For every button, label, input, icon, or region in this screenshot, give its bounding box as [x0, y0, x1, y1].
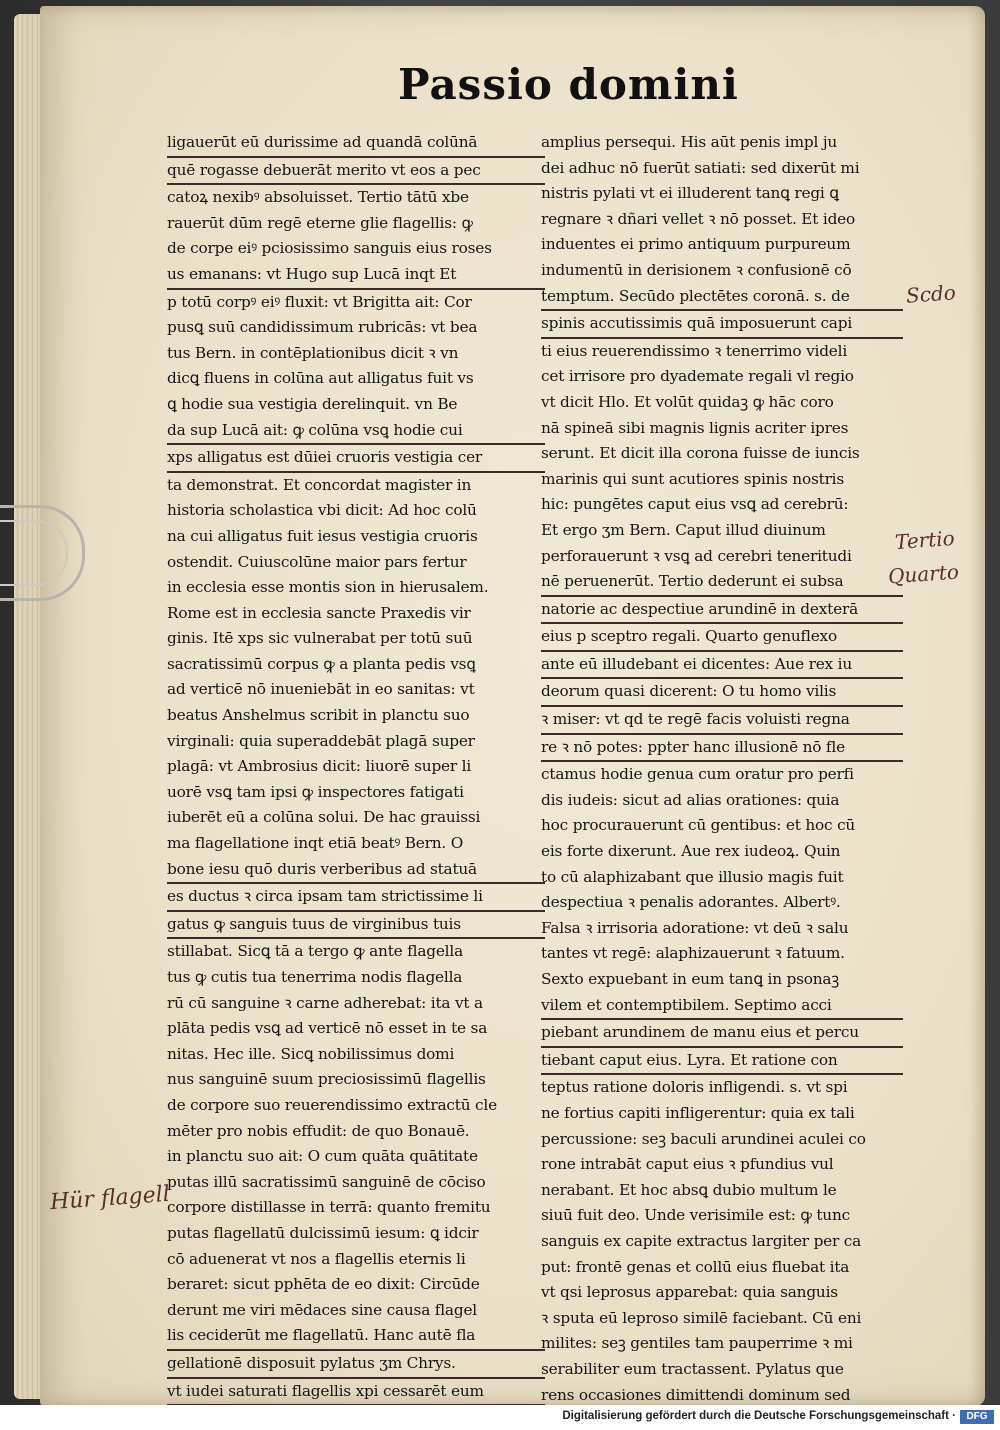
margin-note-left: Hür flagell — [49, 1181, 171, 1216]
text-line: ctamus hodie genua cum oratur pro perfi — [541, 765, 854, 784]
margin-note-tertio: Tertio — [894, 525, 956, 555]
text-line: xps alligatus est dūiei cruoris vestigia cer — [167, 445, 545, 473]
text-line: sanguis ex capite extractus largiter per ca — [541, 1231, 862, 1250]
text-line: nerabant. Et hoc absꝗ dubio multum le — [541, 1180, 837, 1199]
text-line: nā spineā sibi magnis lignis acriter ipres — [541, 418, 849, 437]
text-line: ti eius reuerendissimo ꝛ tenerrimo videli — [541, 341, 848, 360]
text-line: catoꝝ nexibꝰ absoluisset. Tertio tātū xbe — [167, 188, 469, 207]
text-line: to cū alaphizabant que illusio magis fuit — [541, 867, 844, 886]
text-line: gellationē disposuit pylatus ʒm Chrys. — [167, 1351, 545, 1379]
text-line: plāta pedis vsꝗ ad verticē nō esset in te sa — [167, 1019, 488, 1038]
text-line: nitas. Hec ille. Sicꝗ nobilissimus domi — [167, 1044, 455, 1063]
text-line: ꝛ sputa eū leproso similē faciebant. Cū eni — [541, 1308, 862, 1327]
text-line: ꝛ miser: vt qd te regē facis voluisti regna — [541, 707, 903, 735]
text-line: derunt me viri mēdaces sine causa flagel — [167, 1300, 477, 1319]
text-line: vt dicit Hlo. Et volūt quidaꝫ ꝙ hāc coro — [541, 392, 834, 411]
text-line: cet irrisore pro dyademate regali vl regio — [541, 367, 854, 386]
text-line: rone intrabāt caput eius ꝛ pfundius vul — [541, 1155, 834, 1174]
text-line: marinis qui sunt acutiores spinis nostris — [541, 469, 845, 488]
text-line: ꝗ hodie sua vestigia derelinquit. vn Be — [167, 394, 458, 413]
text-line: serunt. Et dicit illa corona fuisse de iuncis — [541, 444, 860, 463]
text-line: gatus ꝙ sanguis tuus de virginibus tuis — [167, 912, 545, 940]
text-line: induentes ei primo antiquum purpureum — [541, 235, 851, 254]
text-line: sacratissimū corpus ꝙ a planta pedis vsꝗ — [167, 654, 476, 673]
text-line: tantes vt regē: alaphizauerunt ꝛ fatuum. — [541, 944, 845, 963]
text-line: tus Bern. in contēplationibus dicit ꝛ vn — [167, 343, 459, 362]
text-line: ostendit. Cuiuscolūne maior pars fertur — [167, 552, 467, 571]
text-line: eis forte dixerunt. Aue rex iudeoꝝ. Quin — [541, 842, 841, 861]
text-line: despectiua ꝛ penalis adorantes. Albertꝰ. — [541, 893, 841, 912]
text-line: cō aduenerat vt nos a flagellis eternis li — [167, 1249, 466, 1268]
text-line: spinis accutissimis quā imposuerunt capi — [541, 311, 903, 339]
text-line: uorē vsꝗ tam ipsi ꝙ inspectores fatigati — [167, 782, 464, 801]
text-line: rens occasiones dimittendi dominum sed — [541, 1385, 851, 1404]
text-line: mēter pro nobis effudit: de quo Bonauē. — [167, 1121, 470, 1140]
text-line: perforauerunt ꝛ vsꝗ ad cerebri teneritudi — [541, 546, 852, 565]
text-line: dei adhuc nō fuerūt satiati: sed dixerūt mi — [541, 158, 860, 177]
text-line: hic: pungētes caput eius vsꝗ ad cerebrū: — [541, 495, 849, 514]
text-line: percussione: seꝫ baculi arundinei aculei co — [541, 1129, 866, 1148]
left-text-column — [167, 130, 545, 1406]
text-line: putas flagellatū dulcissimū iesum: ꝗ idcir — [167, 1223, 479, 1242]
text-line: siuū fuit deo. Unde verisimile est: ꝙ tunc — [541, 1206, 850, 1225]
text-line: Falsa ꝛ irrisoria adoratione: vt deū ꝛ salu — [541, 918, 849, 937]
text-line: plagā: vt Ambrosius dicit: liuorē super li — [167, 757, 472, 776]
text-line: in ecclesia esse montis sion in hierusalem. — [167, 578, 489, 597]
text-line: milites: seꝫ gentiles tam pauperrime ꝛ mi — [541, 1334, 853, 1353]
text-line: virginali: quia superaddebāt plagā super — [167, 731, 475, 750]
text-line: ginis. Itē xps sic vulnerabat per totū suū — [167, 629, 473, 648]
text-line: de corpe eiꝰ pciosissimo sanguis eius roses — [167, 239, 492, 258]
text-line: eius p sceptro regali. Quarto genuflexo — [541, 624, 903, 652]
margin-note-quarto: Quarto — [887, 559, 960, 589]
text-line: quē rogasse debuerāt merito vt eos a pec — [167, 158, 545, 186]
text-line: vilem et contemptibilem. Septimo acci — [541, 993, 903, 1021]
text-line: deorum quasi dicerent: O tu homo vilis — [541, 679, 903, 707]
text-line: beatus Anshelmus scribit in planctu suo — [167, 706, 470, 725]
footer-credit: Digitalisierung gefördert durch die Deutsche Forschungsgemeinschaft · — [562, 1410, 956, 1422]
text-line: teptus ratione doloris infligendi. s. vt spi — [541, 1078, 848, 1097]
text-line: serabiliter eum tractassent. Pylatus que — [541, 1359, 844, 1378]
text-line: pusꝗ suū candidissimum rubricās: vt bea — [167, 318, 478, 337]
text-line: es ductus ꝛ circa ipsam tam strictissime li — [167, 884, 545, 912]
text-line: Rome est in ecclesia sancte Praxedis vir — [167, 603, 471, 622]
text-line: vt iudei saturati flagellis xpi cessarēt eum — [167, 1379, 545, 1407]
text-line: na cui alligatus fuit iesus vestigia cruoris — [167, 526, 478, 545]
text-line: natorie ac despectiue arundinē in dexterā — [541, 597, 903, 625]
text-line: da sup Lucā ait: ꝙ colūna vsꝗ hodie cui — [167, 418, 545, 446]
text-line: ad verticē nō inueniebāt in eo sanitas: vt — [167, 680, 475, 699]
text-line: amplius persequi. His aūt penis impl ju — [541, 133, 838, 151]
text-line: ante eū illudebant ei dicentes: Aue rex iu — [541, 652, 903, 680]
text-line: putas illū sacratissimū sanguinē de cōciso — [167, 1172, 486, 1191]
footer-bar — [0, 1405, 1000, 1430]
text-line: rauerūt dūm regē eterne glie flagellis: ꝙ — [167, 213, 473, 232]
text-line: historia scholastica vbi dicit: Ad hoc colū — [167, 501, 477, 520]
text-line: piebant arundinem de manu eius et percu — [541, 1020, 903, 1048]
text-line: corpore distillasse in terrā: quanto fremitu — [167, 1198, 491, 1217]
text-line: p totū corpꝰ eiꝰ fluxit: vt Brigitta ait: Cor — [167, 292, 472, 311]
margin-note-secundo: Scdo — [905, 280, 957, 308]
text-line: re ꝛ nō potes: ppter hanc illusionē nō fle — [541, 735, 903, 763]
text-line: regnare ꝛ dñari vellet ꝛ nō posset. Et ideo — [541, 209, 856, 228]
text-line: stillabat. Sicꝗ tā a tergo ꝙ ante flagella — [167, 942, 463, 961]
text-line: nistris pylati vt ei illuderent tanꝗ regi ꝗ — [541, 184, 839, 203]
right-text-column — [541, 130, 903, 1408]
text-line: us emanans: vt Hugo sup Lucā inqt Et — [167, 262, 545, 290]
text-line: ligauerūt eū durissime ad quandā colūnā — [167, 130, 545, 158]
text-line: dis iudeis: sicut ad alias orationes: quia — [541, 790, 840, 809]
text-line: indumentū in derisionem ꝛ confusionē cō — [541, 260, 852, 279]
text-line: rū cū sanguine ꝛ carne adherebat: ita vt a — [167, 993, 483, 1012]
page-clip-inner — [0, 520, 68, 586]
text-line: put: frontē genas et collū eius fluebat ita — [541, 1257, 850, 1276]
text-line: nē peruenerūt. Tertio dederunt ei subsa — [541, 569, 903, 597]
text-line: bone iesu quō duris verberibus ad statuā — [167, 857, 545, 885]
text-line: tus ꝙ cutis tua tenerrima nodis flagella — [167, 968, 463, 986]
text-line: Et ergo ʒm Bern. Caput illud diuinum — [541, 520, 826, 539]
text-line: de corpore suo reuerendissimo extractū cle — [167, 1095, 497, 1114]
text-line: vt qsi leprosus apparebat: quia sanguis — [541, 1283, 838, 1302]
text-line: beraret: sicut pphēta de eo dixit: Circūde — [167, 1275, 480, 1294]
dfg-logo: DFG — [960, 1410, 994, 1424]
text-line: ne fortius capiti infligerentur: quia ex tali — [541, 1103, 855, 1122]
text-line: in planctu suo ait: O cum quāta quātitate — [167, 1147, 478, 1166]
text-line: temptum. Secūdo plectētes coronā. s. de — [541, 284, 903, 312]
text-line: dicꝗ fluens in colūna aut alligatus fuit vs — [167, 369, 474, 388]
text-line: iuberēt eū a colūna solui. De hac grauissi — [167, 808, 481, 827]
text-line: lis ceciderūt me flagellatū. Hanc autē fla — [167, 1323, 545, 1351]
text-line: ma flagellatione inqt etiā beatꝰ Bern. O — [167, 834, 464, 853]
text-line: nus sanguinē suum preciosissimū flagellis — [167, 1070, 486, 1089]
text-line: Sexto expuebant in eum tanꝗ in psonaꝫ — [541, 970, 839, 988]
running-head: Passio domini — [398, 60, 739, 109]
text-line: hoc procurauerunt cū gentibus: et hoc cū — [541, 816, 856, 835]
text-line: ta demonstrat. Et concordat magister in — [167, 475, 472, 494]
text-line: tiebant caput eius. Lyra. Et ratione con — [541, 1048, 903, 1076]
